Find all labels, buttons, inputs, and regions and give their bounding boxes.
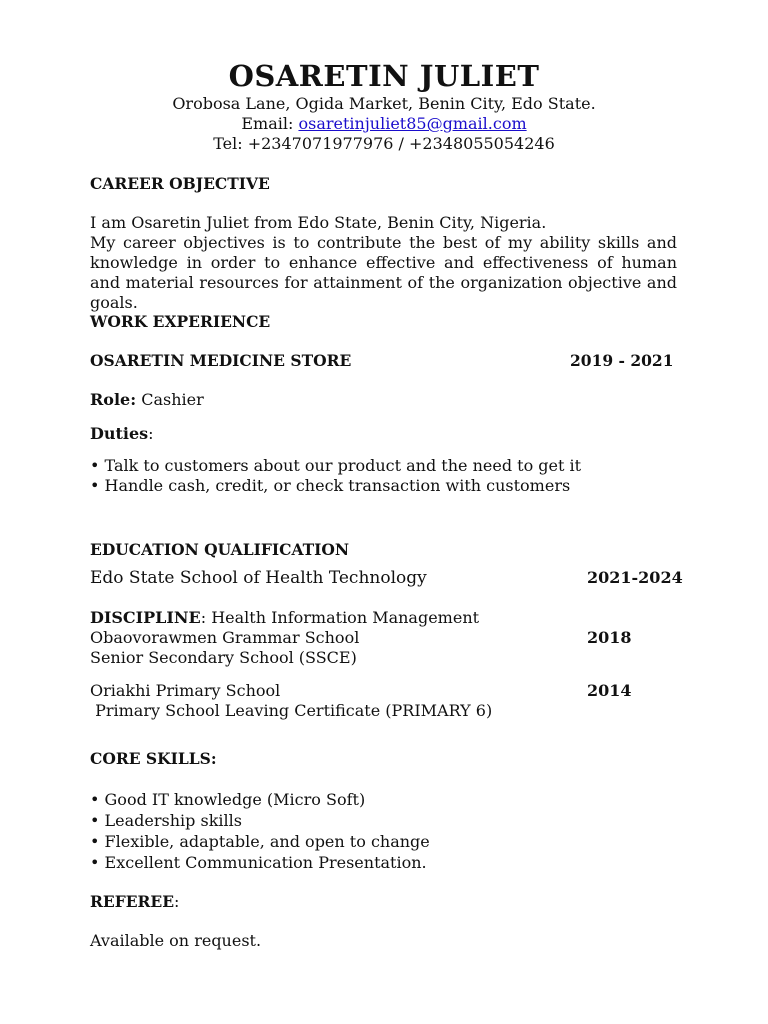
career-objective-heading: CAREER OBJECTIVE <box>90 174 270 193</box>
email-label: Email: <box>241 114 299 133</box>
school-2-year: 2018 <box>587 628 632 647</box>
employment-years: 2019 - 2021 <box>570 351 674 370</box>
telephone: Tel: +2347071977976 / +2348055054246 <box>213 134 555 153</box>
skill-item: • Good IT knowledge (Micro Soft) <box>90 790 366 809</box>
education-heading: EDUCATION QUALIFICATION <box>90 540 350 559</box>
discipline-line <box>90 608 479 628</box>
school-2-certificate: Senior Secondary School (SSCE) <box>90 648 357 667</box>
referee-heading: REFEREE <box>90 892 175 911</box>
duty-item: • Handle cash, credit, or check transaction with customers <box>90 476 571 495</box>
duty-item: • Talk to customers about our product and the need to get it <box>90 456 582 475</box>
role-value: Cashier <box>136 390 204 409</box>
school-2-name: Obaovorawmen Grammar School <box>90 628 360 647</box>
referee-text: Available on request. <box>90 931 262 950</box>
school-1-name: Edo State School of Health Technology <box>90 568 427 588</box>
duties-line <box>90 424 154 444</box>
career-intro: I am Osaretin Juliet from Edo State, Benin City, Nigeria. <box>90 213 547 232</box>
role-label: Role: <box>90 390 137 409</box>
role-line <box>90 390 204 410</box>
employer-name: OSARETIN MEDICINE STORE <box>90 351 352 370</box>
discipline-value: : Health Information Management <box>200 608 480 627</box>
career-objective-paragraph: My career objectives is to contribute the best of my ability skills and knowledge in order to enhance effective and effectiveness of human and material resources for attainment of the organization objective and goals. <box>90 233 677 312</box>
skill-item: • Flexible, adaptable, and open to change <box>90 832 430 851</box>
candidate-name: OSARETIN JULIET <box>228 59 540 93</box>
referee-heading-line <box>90 892 179 912</box>
address: Orobosa Lane, Ogida Market, Benin City, Edo State. <box>172 94 596 113</box>
email-line <box>0 114 768 134</box>
email-link[interactable]: osaretinjuliet85@gmail.com <box>298 114 527 133</box>
school-3-name: Oriakhi Primary School <box>90 681 281 700</box>
duties-label: Duties <box>90 424 149 443</box>
skill-item: • Excellent Communication Presentation. <box>90 853 427 872</box>
referee-colon: : <box>174 892 180 911</box>
duties-colon: : <box>148 424 154 443</box>
discipline-label: DISCIPLINE <box>90 608 201 627</box>
core-skills-heading: CORE SKILLS: <box>90 749 217 768</box>
school-3-certificate: Primary School Leaving Certificate (PRIMARY 6) <box>90 701 493 720</box>
work-experience-heading: WORK EXPERIENCE <box>90 312 271 331</box>
school-1-years: 2021-2024 <box>587 568 683 587</box>
career-objective-text <box>90 233 677 313</box>
school-3-year: 2014 <box>587 681 632 700</box>
skill-item: • Leadership skills <box>90 811 242 830</box>
